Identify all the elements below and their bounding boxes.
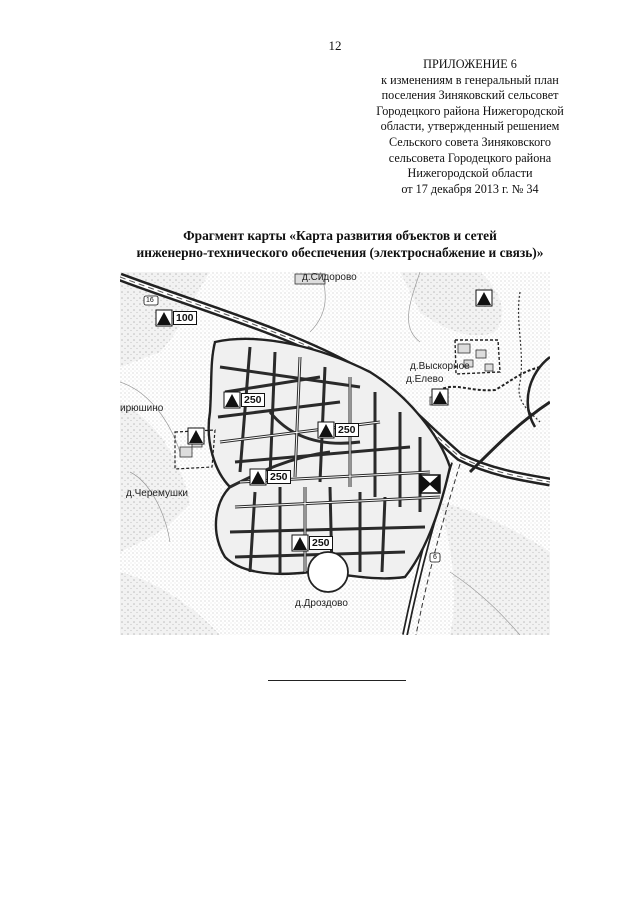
capacity-label: 100 [173,311,197,325]
capacity-label: 250 [335,423,359,437]
place-label-kiryushino: ирюшино [120,403,164,414]
end-divider [268,680,406,681]
road-number: 6 [433,554,437,561]
substation-icon [224,392,240,408]
place-label-drozdovo: д.Дроздово [295,598,348,609]
appendix-line: от 17 декабря 2013 г. № 34 [401,181,539,196]
map-drawing [120,272,550,635]
capacity-label: 250 [309,536,333,550]
place-label-sidorovo: д.Сидорово [302,272,357,283]
substation-icon [250,469,266,485]
appendix-line: сельсовета Городецкого района [388,150,552,165]
map-fragment [120,272,550,635]
place-label-vyskornoe: д.Выскорное [410,361,470,372]
appendix-line: к изменениям в генеральный план [381,72,559,87]
capacity-label: 250 [241,393,265,407]
substation-icon [318,422,334,438]
place-label-cheremushki: д.Черемушки [126,488,188,499]
substation-icon [188,428,204,444]
telecom-station-icon [420,475,440,493]
title-line-2: инженерно-технического обеспечения (электроснабжение и связь)» [136,245,544,260]
appendix-header [350,57,590,197]
appendix-line: поселения Зиняковский сельсовет [381,88,559,103]
road-number: 16 [146,297,154,304]
substation-icon [476,290,492,306]
title-line-1: Фрагмент карты «Карта развития объектов и сетей [183,228,497,243]
substation-icon [432,389,448,405]
appendix-line: области, утвержденный решением [380,119,560,134]
appendix-line: ПРИЛОЖЕНИЕ 6 [423,57,517,71]
page-number: 12 [328,38,342,53]
capacity-label: 250 [267,470,291,484]
appendix-line: Нижегородской области [407,166,533,181]
document-title [60,227,620,261]
appendix-line: Городецкого района Нижегородской [376,103,564,118]
pond [308,552,348,592]
substation-icon [156,310,172,326]
place-label-elevo: д.Елево [406,374,444,385]
appendix-line: Сельского совета Зиняковского [389,134,551,149]
substation-icon [292,535,308,551]
